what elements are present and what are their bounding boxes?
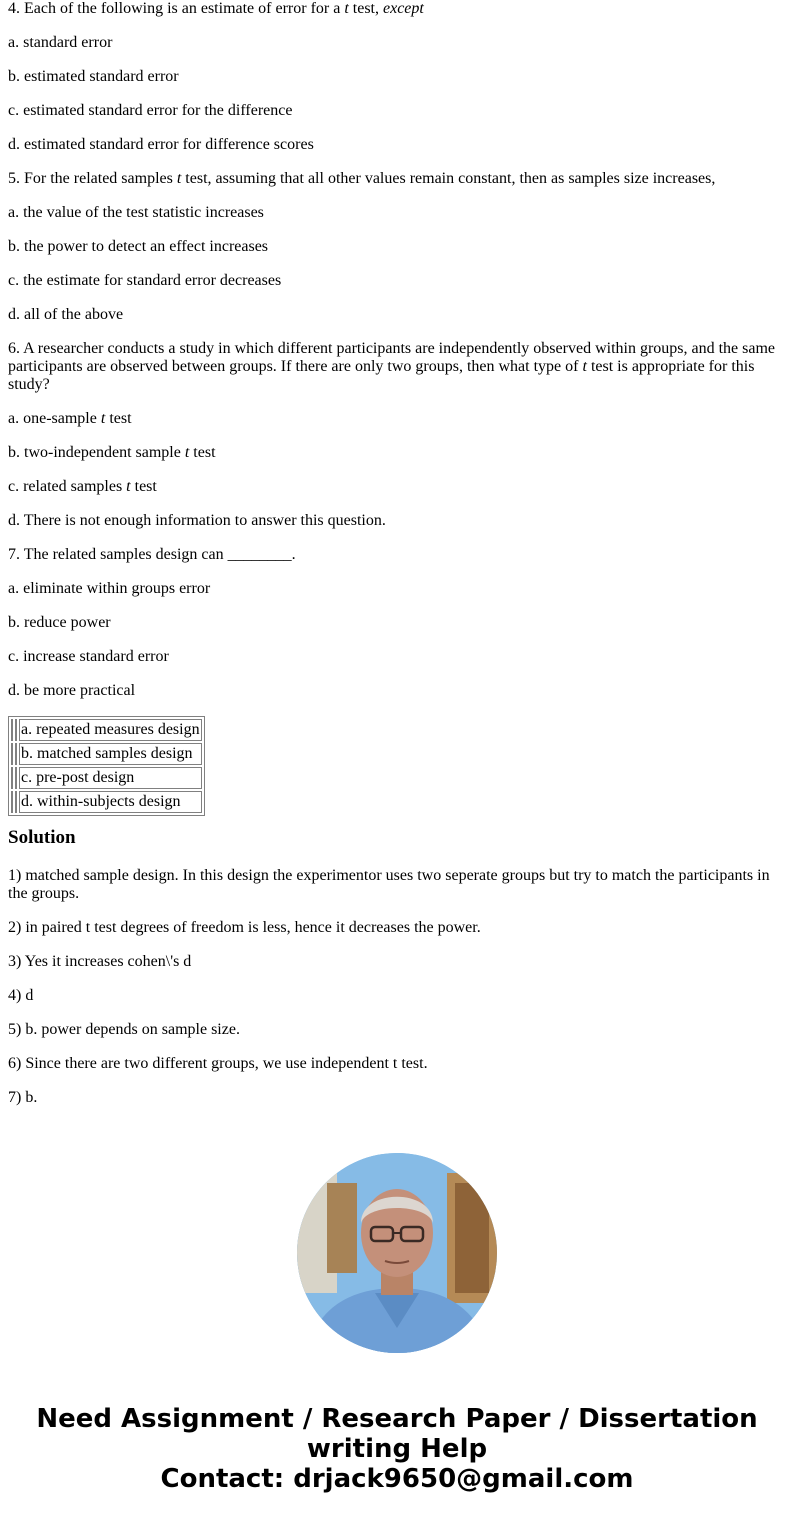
question-5-option-b: b. the power to detect an effect increases (8, 238, 269, 255)
table-cell-empty (11, 719, 13, 741)
promo-line: Need Assignment / Research Paper / Dissertation (36, 1404, 758, 1434)
table-row (11, 719, 202, 741)
question-7-option-a: a. eliminate within groups error (8, 580, 211, 597)
solution-answer-1: 1) matched sample design. In this design the experimentor uses two seperate groups but try to match the participants in the groups. (8, 867, 770, 902)
question-7-option-d: d. be more practical (8, 682, 136, 699)
table-cell-empty (15, 767, 17, 789)
solution-answer-6: 6) Since there are two different groups, we use independent t test. (8, 1055, 428, 1072)
stem-text: test, (348, 0, 383, 17)
question-7-option-b: b. reduce power (8, 614, 111, 631)
question-4-stem (8, 0, 786, 18)
question-6-stem (8, 340, 786, 394)
table-cell-empty (15, 719, 17, 741)
table-row (11, 791, 202, 813)
question-4-option-a: a. standard error (8, 34, 113, 51)
promo-contact: Contact: drjack9650@gmail.com (160, 1464, 634, 1494)
question-6-option-c (8, 478, 786, 496)
solution-answer-5: 5) b. power depends on sample size. (8, 1021, 240, 1038)
question-5-option-a: a. the value of the test statistic increases (8, 204, 264, 221)
stem-text: 6. A researcher conducts a study in which different participants are independently observed within groups, and the same participants are observed between groups. If there are only two groups, then what type of (8, 340, 776, 375)
table-row (11, 767, 202, 789)
stem-italic-t: t (344, 0, 349, 17)
promo-line: writing Help (306, 1434, 488, 1464)
stem-text: 5. For the related samples (8, 170, 177, 187)
promo-banner (0, 1404, 794, 1494)
option-text: test (130, 478, 157, 495)
option-text: test (105, 410, 132, 427)
solution-answer-4: 4) d (8, 987, 34, 1004)
option-italic-t: t (184, 444, 190, 461)
question-5-option-d: d. all of the above (8, 306, 124, 323)
stem-text: 4. Each of the following is an estimate of error for a (8, 0, 345, 17)
table-cell-empty (15, 791, 17, 813)
question-5-option-c: c. the estimate for standard error decreases (8, 272, 282, 289)
tutor-portrait-icon (297, 1153, 497, 1353)
stem-italic-except: except (383, 0, 424, 17)
avatar (297, 1153, 497, 1353)
solution-answer-2: 2) in paired t test degrees of freedom is less, hence it decreases the power. (8, 919, 481, 936)
table-cell-empty (11, 791, 13, 813)
question-5-stem (8, 170, 786, 188)
table-cell: b. matched samples design (19, 743, 202, 765)
question-4-option-c: c. estimated standard error for the difference (8, 102, 293, 119)
table-cell: c. pre-post design (19, 767, 202, 789)
stem-italic-t: t (582, 358, 587, 375)
solution-answer-3: 3) Yes it increases cohen\'s d (8, 953, 192, 970)
question-6-option-b (8, 444, 786, 462)
option-text: c. related samples (8, 478, 127, 495)
question-7-option-c: c. increase standard error (8, 648, 169, 665)
stem-text: test is appropriate for this study? (8, 358, 755, 393)
table-cell: a. repeated measures design (19, 719, 202, 741)
solution-answer-7: 7) b. (8, 1089, 38, 1106)
question-6-option-d: d. There is not enough information to answer this question. (8, 512, 386, 529)
option-text: test (189, 444, 216, 461)
option-text: a. one-sample (8, 410, 101, 427)
table-row (11, 743, 202, 765)
option-text: b. two-independent sample (8, 444, 185, 461)
question-4-option-d: d. estimated standard error for difference scores (8, 136, 314, 153)
option-italic-t: t (100, 410, 106, 427)
question-4-option-b: b. estimated standard error (8, 68, 179, 85)
table-cell-empty (15, 743, 17, 765)
option-italic-t: t (126, 478, 131, 495)
table-cell-empty (11, 743, 13, 765)
table-cell-empty (11, 767, 13, 789)
stem-text: test, assuming that all other values remain constant, then as samples size increases, (181, 170, 716, 187)
question-7-stem: 7. The related samples design can ________. (8, 546, 296, 563)
stem-italic-t: t (176, 170, 182, 187)
table-cell: d. within-subjects design (19, 791, 202, 813)
question-6-option-a (8, 410, 786, 428)
options-table (8, 716, 205, 816)
solution-heading: Solution (8, 827, 76, 848)
